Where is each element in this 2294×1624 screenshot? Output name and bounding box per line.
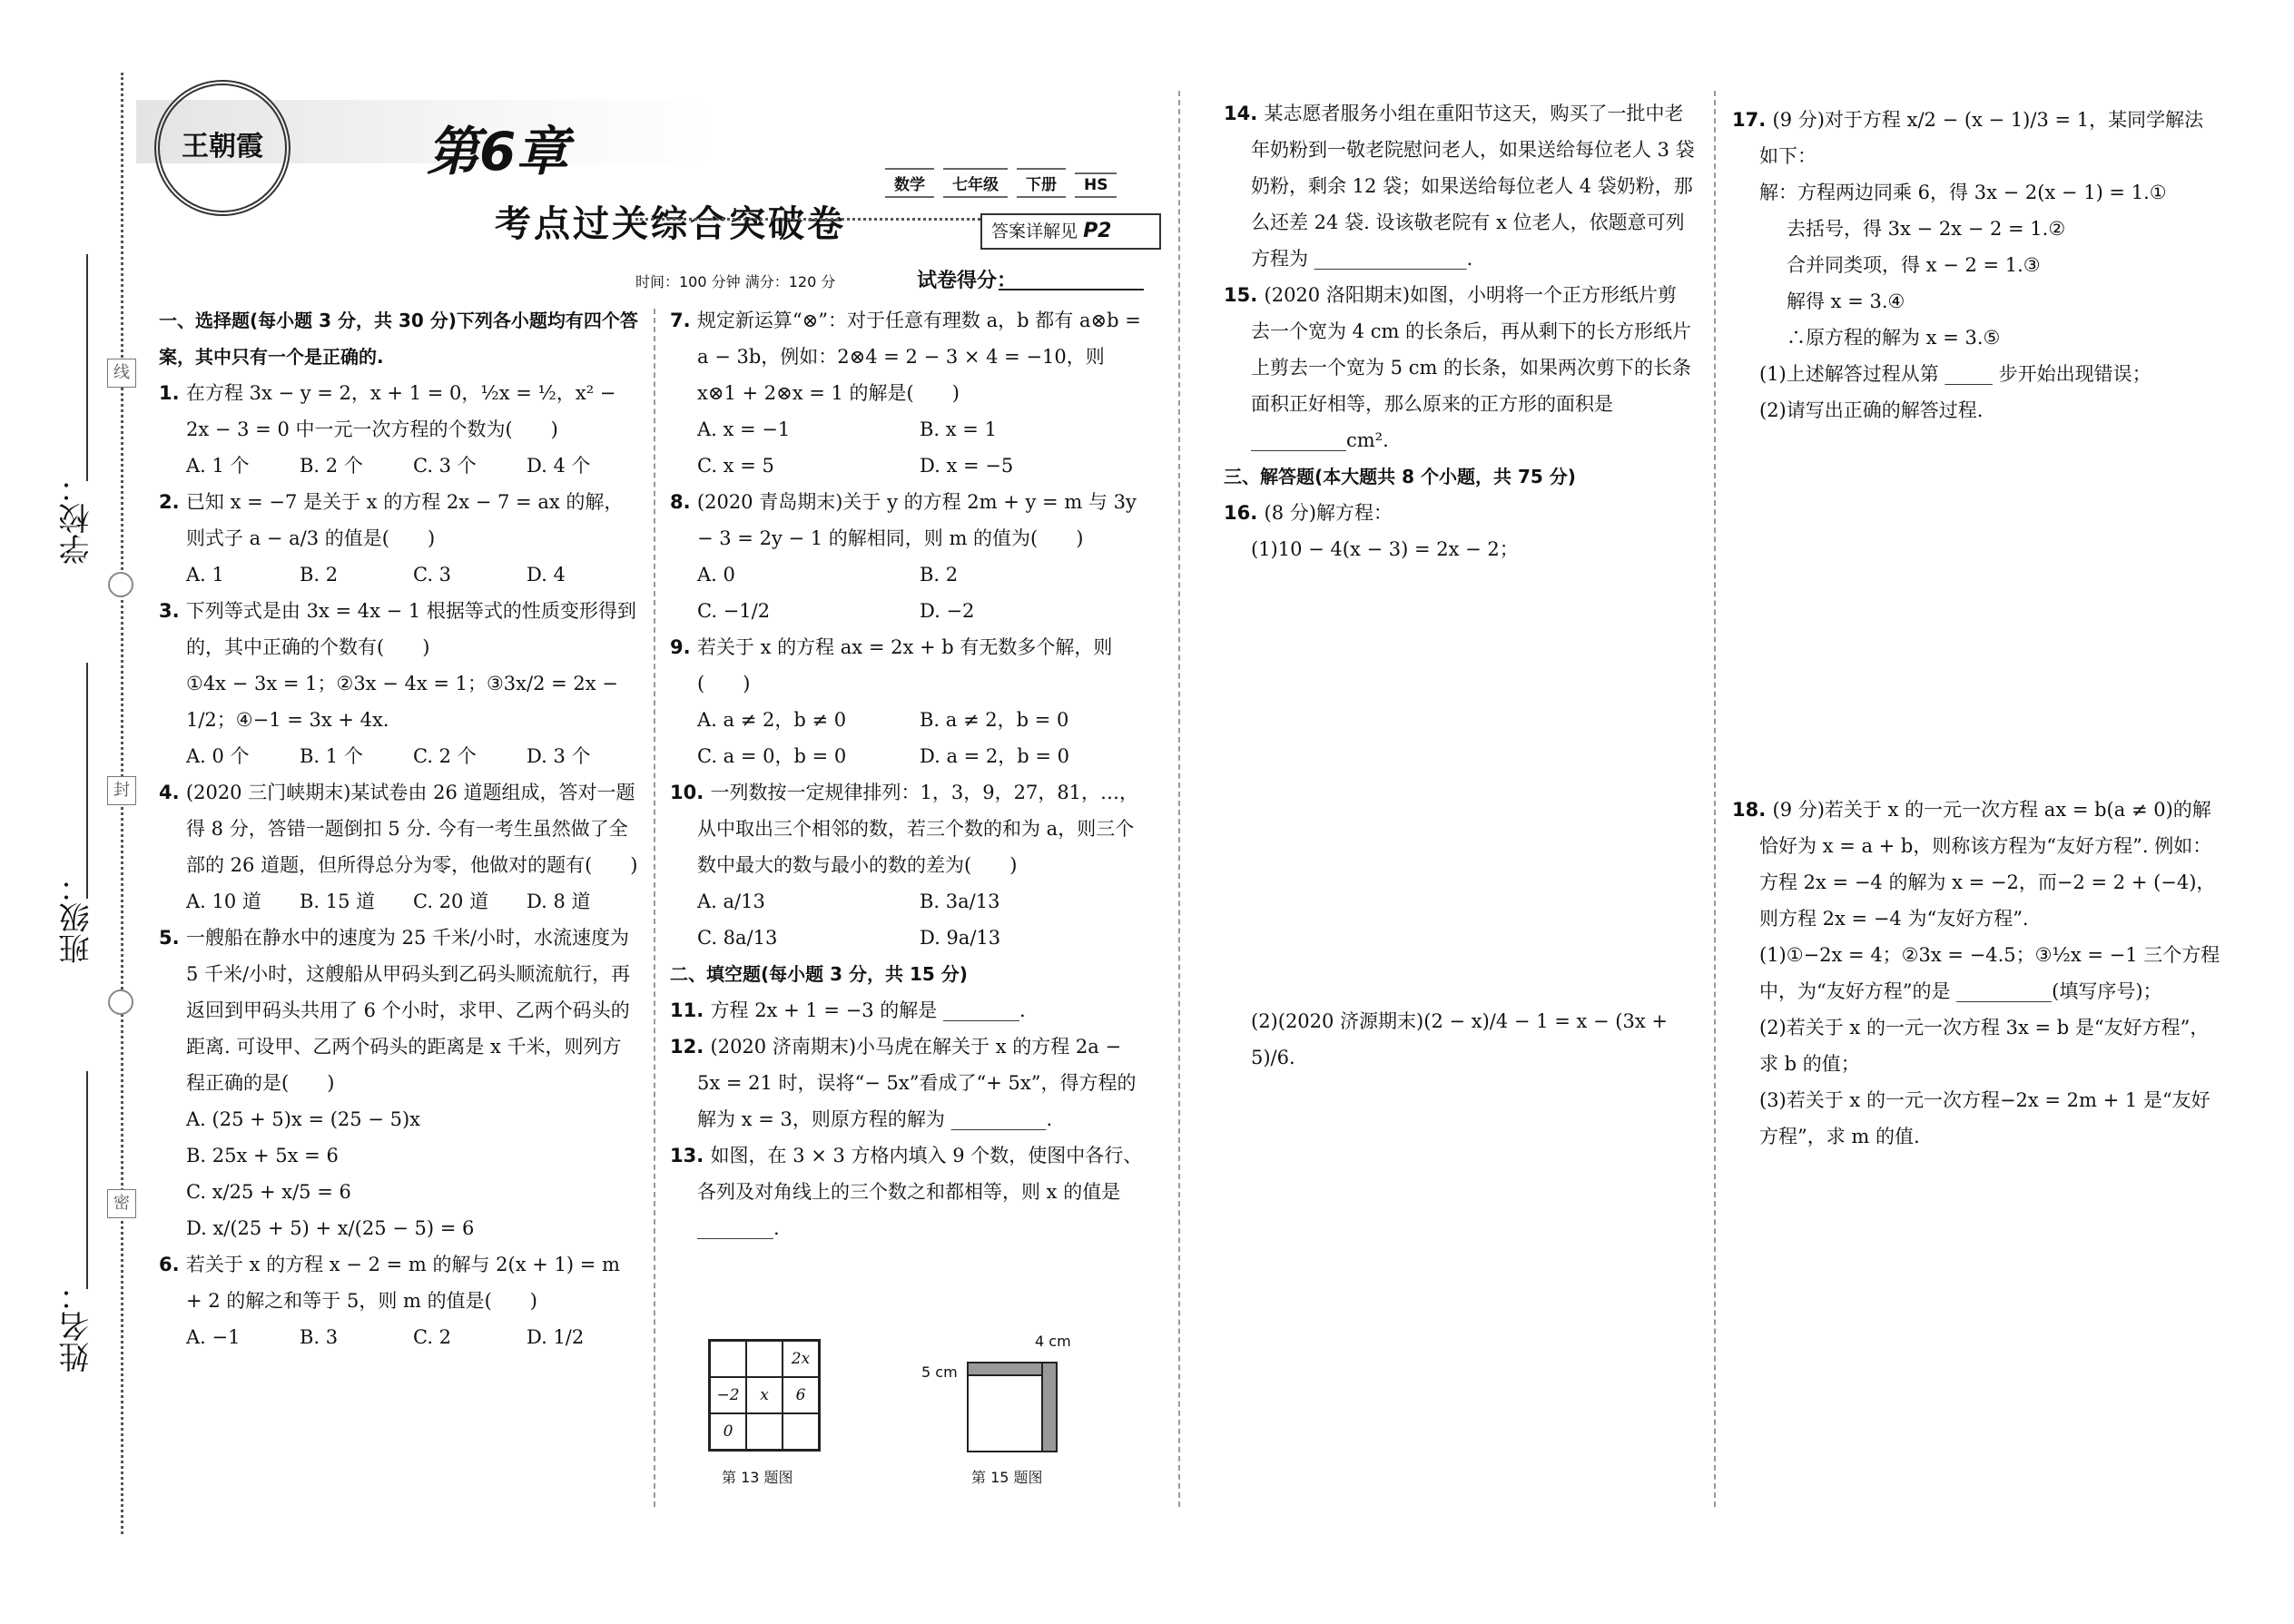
answer-reference: 答案详解见 P2 (980, 213, 1161, 250)
tag-grade: 七年级 (943, 168, 1008, 198)
grid-cell: 6 (783, 1377, 819, 1413)
question-18-part-3: (3)若关于 x 的一元一次方程−2x = 2m + 1 是“友好方程”，求 m 的值. (1759, 1089, 2210, 1147)
column-2 (670, 302, 1149, 1246)
question-7: 7. 规定新运算“⊗”：对于任意有理数 a，b 都有 a⊗b = a − 3b，例如：2⊗4 = 2 − 3 × 4 = −10，则 x⊗1 + 2⊗x = 1 的解是( ) (670, 310, 1141, 404)
column-divider (1714, 91, 1716, 1507)
figure-13-caption: 第 13 题图 (722, 1469, 793, 1486)
question-18-part-1: (1)①−2x = 4；②3x = −4.5；③½x = −1 三个方程中，为“友好方程”的是 __________(填写序号)； (1759, 944, 2220, 1002)
question-13: 13. 如图，在 3 × 3 方格内填入 9 个数，使图中各行、各列及对角线上的三个数之和都相等，则 x 的值是 ________. (670, 1145, 1143, 1239)
question-5-option-a: A. (25 + 5)x = (25 − 5)x (186, 1108, 420, 1130)
subject-tags (885, 168, 1126, 198)
question-17-step: 解得 x = 3.④ (1787, 290, 1905, 312)
section-heading-answer: 三、解答题(本大题共 8 个小题，共 75 分) (1224, 466, 1576, 487)
question-16: 16. (8 分)解方程： (1224, 502, 1393, 524)
question-12: 12. (2020 济南期末)小马虎在解关于 x 的方程 2a − 5x = 21 时，误将“− 5x”看成了“+ 5x”，得方程的解为 x = 3，则原方程的解为 __________. (670, 1036, 1137, 1130)
binding-strip (0, 0, 136, 1624)
question-11: 11. 方程 2x + 1 = −3 的解是 ________. (670, 999, 1026, 1021)
score-blank (999, 289, 1144, 290)
school-line (86, 254, 88, 481)
question-17-step: 去括号，得 3x − 2x − 2 = 1.② (1787, 218, 2066, 240)
question-9: 9. 若关于 x 的方程 ax = 2x + b 有无数多个解，则( ) (670, 636, 1113, 694)
tag-subject: 数学 (885, 168, 934, 198)
question-10: 10. 一列数按一定规律排列：1，3，9，27，81，…，从中取出三个相邻的数，若三个数的和为 a，则三个数中最大的数与最小的数的差为( ) (670, 782, 1139, 876)
question-9-options-ab: A. a ≠ 2，b ≠ 0 B. a ≠ 2，b = 0 (697, 709, 1069, 731)
grid-cell: 0 (710, 1413, 746, 1450)
question-5-option-d: D. x/(25 + 5) + x/(25 − 5) = 6 (186, 1217, 475, 1239)
question-17-step: 合并同类项，得 x − 2 = 1.③ (1787, 254, 2041, 276)
question-16-part-1: (1)10 − 4(x − 3) = 2x − 2； (1251, 538, 1519, 560)
cut-strip-5cm (969, 1363, 1041, 1376)
column-4 (1732, 102, 2222, 1155)
question-17-part-1: (1)上述解答过程从第 _____ 步开始出现错误； (1759, 363, 2151, 385)
question-8-options-cd: C. −1/2 D. −2 (697, 600, 975, 622)
name-label: 姓名： (59, 1280, 95, 1373)
question-8-options-ab: A. 0 B. 2 (697, 564, 959, 586)
question-3-options: A. 0 个 B. 1 个 C. 2 个 D. 3 个 (186, 745, 591, 767)
question-6: 6. 若关于 x 的方程 x − 2 = m 的解与 2(x + 1) = m + 2 的解之和等于 5，则 m 的值是( ) (159, 1254, 620, 1312)
question-5-option-c: C. x/25 + x/5 = 6 (186, 1181, 351, 1203)
question-17: 17. (9 分)对于方程 x/2 − (x − 1)/3 = 1，某同学解法如下： (1732, 109, 2204, 167)
square-paper-figure (967, 1362, 1058, 1452)
question-3-statements: ①4x − 3x = 1；②3x − 4x = 1；③3x/2 = 2x − 1/2；④−1 = 3x + 4x. (186, 673, 618, 731)
class-line (86, 663, 88, 899)
section-heading-choice: 一、选择题(每小题 3 分，共 30 分)下列各小题均有四个答案，其中只有一个是正确的. (159, 310, 638, 368)
question-15: 15. (2020 洛阳期末)如图，小明将一个正方形纸片剪去一个宽为 4 cm 的长条后，再从剩下的长方形纸片上剪去一个宽为 5 cm 的长条，如果两次剪下的长条面积正好相等，那么原来的正方形的面积是 __________cm². (1224, 284, 1692, 451)
exam-meta: 时间：100 分钟 满分：120 分 (635, 273, 836, 290)
question-5: 5. 一艘船在静水中的速度为 25 千米/小时，水流速度为 5 千米/小时，这艘船从甲码头到乙码头顺流航行，再返回到甲码头共用了 6 个小时，求甲、乙两个码头的距离. 可设甲、乙两个码头的距离是 x 千米，则列方程正确的是( ) (159, 927, 631, 1094)
question-6-options: A. −1 B. 3 C. 2 D. 1/2 (186, 1326, 585, 1348)
column-divider (654, 309, 655, 1507)
question-17-step: 解：方程两边同乘 6，得 3x − 2(x − 1) = 1.① (1759, 182, 2167, 203)
question-17-part-2: (2)请写出正确的解答过程. (1759, 399, 1984, 421)
section-heading-fill: 二、填空题(每小题 3 分，共 15 分) (670, 963, 968, 985)
question-17-step: ∴原方程的解为 x = 3.⑤ (1787, 327, 2001, 349)
question-10-options-cd: C. 8a/13 D. 9a/13 (697, 927, 1001, 949)
question-3: 3. 下列等式是由 3x = 4x − 1 根据等式的性质变形得到的，其中正确的个数有( ) (159, 600, 636, 658)
question-18: 18. (9 分)若关于 x 的一元一次方程 ax = b(a ≠ 0)的解恰好为 x = a + b，则称该方程为“友好方程”. 例如：方程 2x = −4 的解为 x = −2，而−2 = 2 + (−4)，则方程 2x = −4 为“友好方程”. (1732, 799, 2216, 930)
grid-cell: 2x (783, 1341, 819, 1377)
binding-hole-icon (108, 989, 133, 1015)
question-9-options-cd: C. a = 0，b = 0 D. a = 2，b = 0 (697, 745, 1070, 767)
magic-square-figure (708, 1339, 821, 1452)
chapter-title: 第6章 (427, 121, 569, 182)
question-2-options: A. 1 B. 2 C. 3 D. 4 (186, 564, 566, 586)
binding-hole-icon (108, 572, 133, 597)
grid-cell (746, 1413, 783, 1450)
question-5-option-b: B. 25x + 5x = 6 (186, 1145, 339, 1166)
brand-logo: 王朝霞 (154, 80, 290, 216)
question-16-part-2: (2)(2020 济源期末)(2 − x)/4 − 1 = x − (3x + 5)/6. (1251, 1010, 1668, 1068)
seal-mark-xian: 线 (107, 359, 136, 388)
name-line (86, 1071, 88, 1289)
figure-15-caption: 第 15 题图 (971, 1469, 1043, 1486)
page-divider (1178, 91, 1180, 1507)
question-14: 14. 某志愿者服务小组在重阳节这天，购买了一批中老年奶粉到一敬老院慰问老人，如果送给每位老人 3 袋奶粉，剩余 12 袋；如果送给每位老人 4 袋奶粉，那么还差 24 袋. 设该敬老院有 x 位老人，依题意可列方程为 ________________. (1224, 103, 1695, 270)
seal-mark-mi: 密 (107, 1189, 136, 1218)
seal-mark-feng: 封 (107, 776, 136, 805)
question-4-options: A. 10 道 B. 15 道 C. 20 道 D. 8 道 (186, 891, 591, 912)
grid-cell (783, 1413, 819, 1450)
grid-cell (710, 1341, 746, 1377)
column-1 (159, 302, 640, 1355)
column-3 (1224, 95, 1696, 1076)
score-label: 试卷得分： (917, 270, 1018, 292)
question-1-options: A. 1 个 B. 2 个 C. 3 个 D. 4 个 (186, 455, 591, 477)
grid-cell: x (746, 1377, 783, 1413)
question-8: 8. (2020 青岛期末)关于 y 的方程 2m + y = m 与 3y − 3 = 2y − 1 的解相同，则 m 的值为( ) (670, 491, 1137, 549)
question-7-options-ab: A. x = −1 B. x = 1 (697, 418, 997, 440)
tag-volume: 下册 (1017, 168, 1066, 198)
page-title: 考点过关综合突破卷 (495, 202, 846, 245)
question-7-options-cd: C. x = 5 D. x = −5 (697, 455, 1014, 477)
grid-cell: −2 (710, 1377, 746, 1413)
header-divider (635, 218, 980, 221)
question-18-part-2: (2)若关于 x 的一元一次方程 3x = b 是“友好方程”，求 b 的值； (1759, 1017, 2210, 1075)
question-2: 2. 已知 x = −7 是关于 x 的方程 2x − 7 = ax 的解，则式子 a − a/3 的值是( ) (159, 491, 624, 549)
question-4: 4. (2020 三门峡期末)某试卷由 26 道题组成，答对一题得 8 分，答错一题倒扣 5 分. 今有一考生虽然做了全部的 26 道题，但所得总分为零，他做对的题有( ) (159, 782, 638, 876)
dimension-5cm: 5 cm (921, 1363, 958, 1381)
grid-cell (746, 1341, 783, 1377)
tag-edition: HS (1075, 172, 1117, 198)
cut-strip-4cm (1041, 1363, 1056, 1451)
question-1: 1. 在方程 3x − y = 2，x + 1 = 0，½x = ½，x² − 2x − 3 = 0 中一元一次方程的个数为( ) (159, 382, 616, 440)
question-10-options-ab: A. a/13 B. 3a/13 (697, 891, 1000, 912)
dimension-4cm: 4 cm (1035, 1333, 1071, 1350)
school-label: 学校： (59, 472, 95, 565)
class-label: 班级： (59, 871, 95, 964)
